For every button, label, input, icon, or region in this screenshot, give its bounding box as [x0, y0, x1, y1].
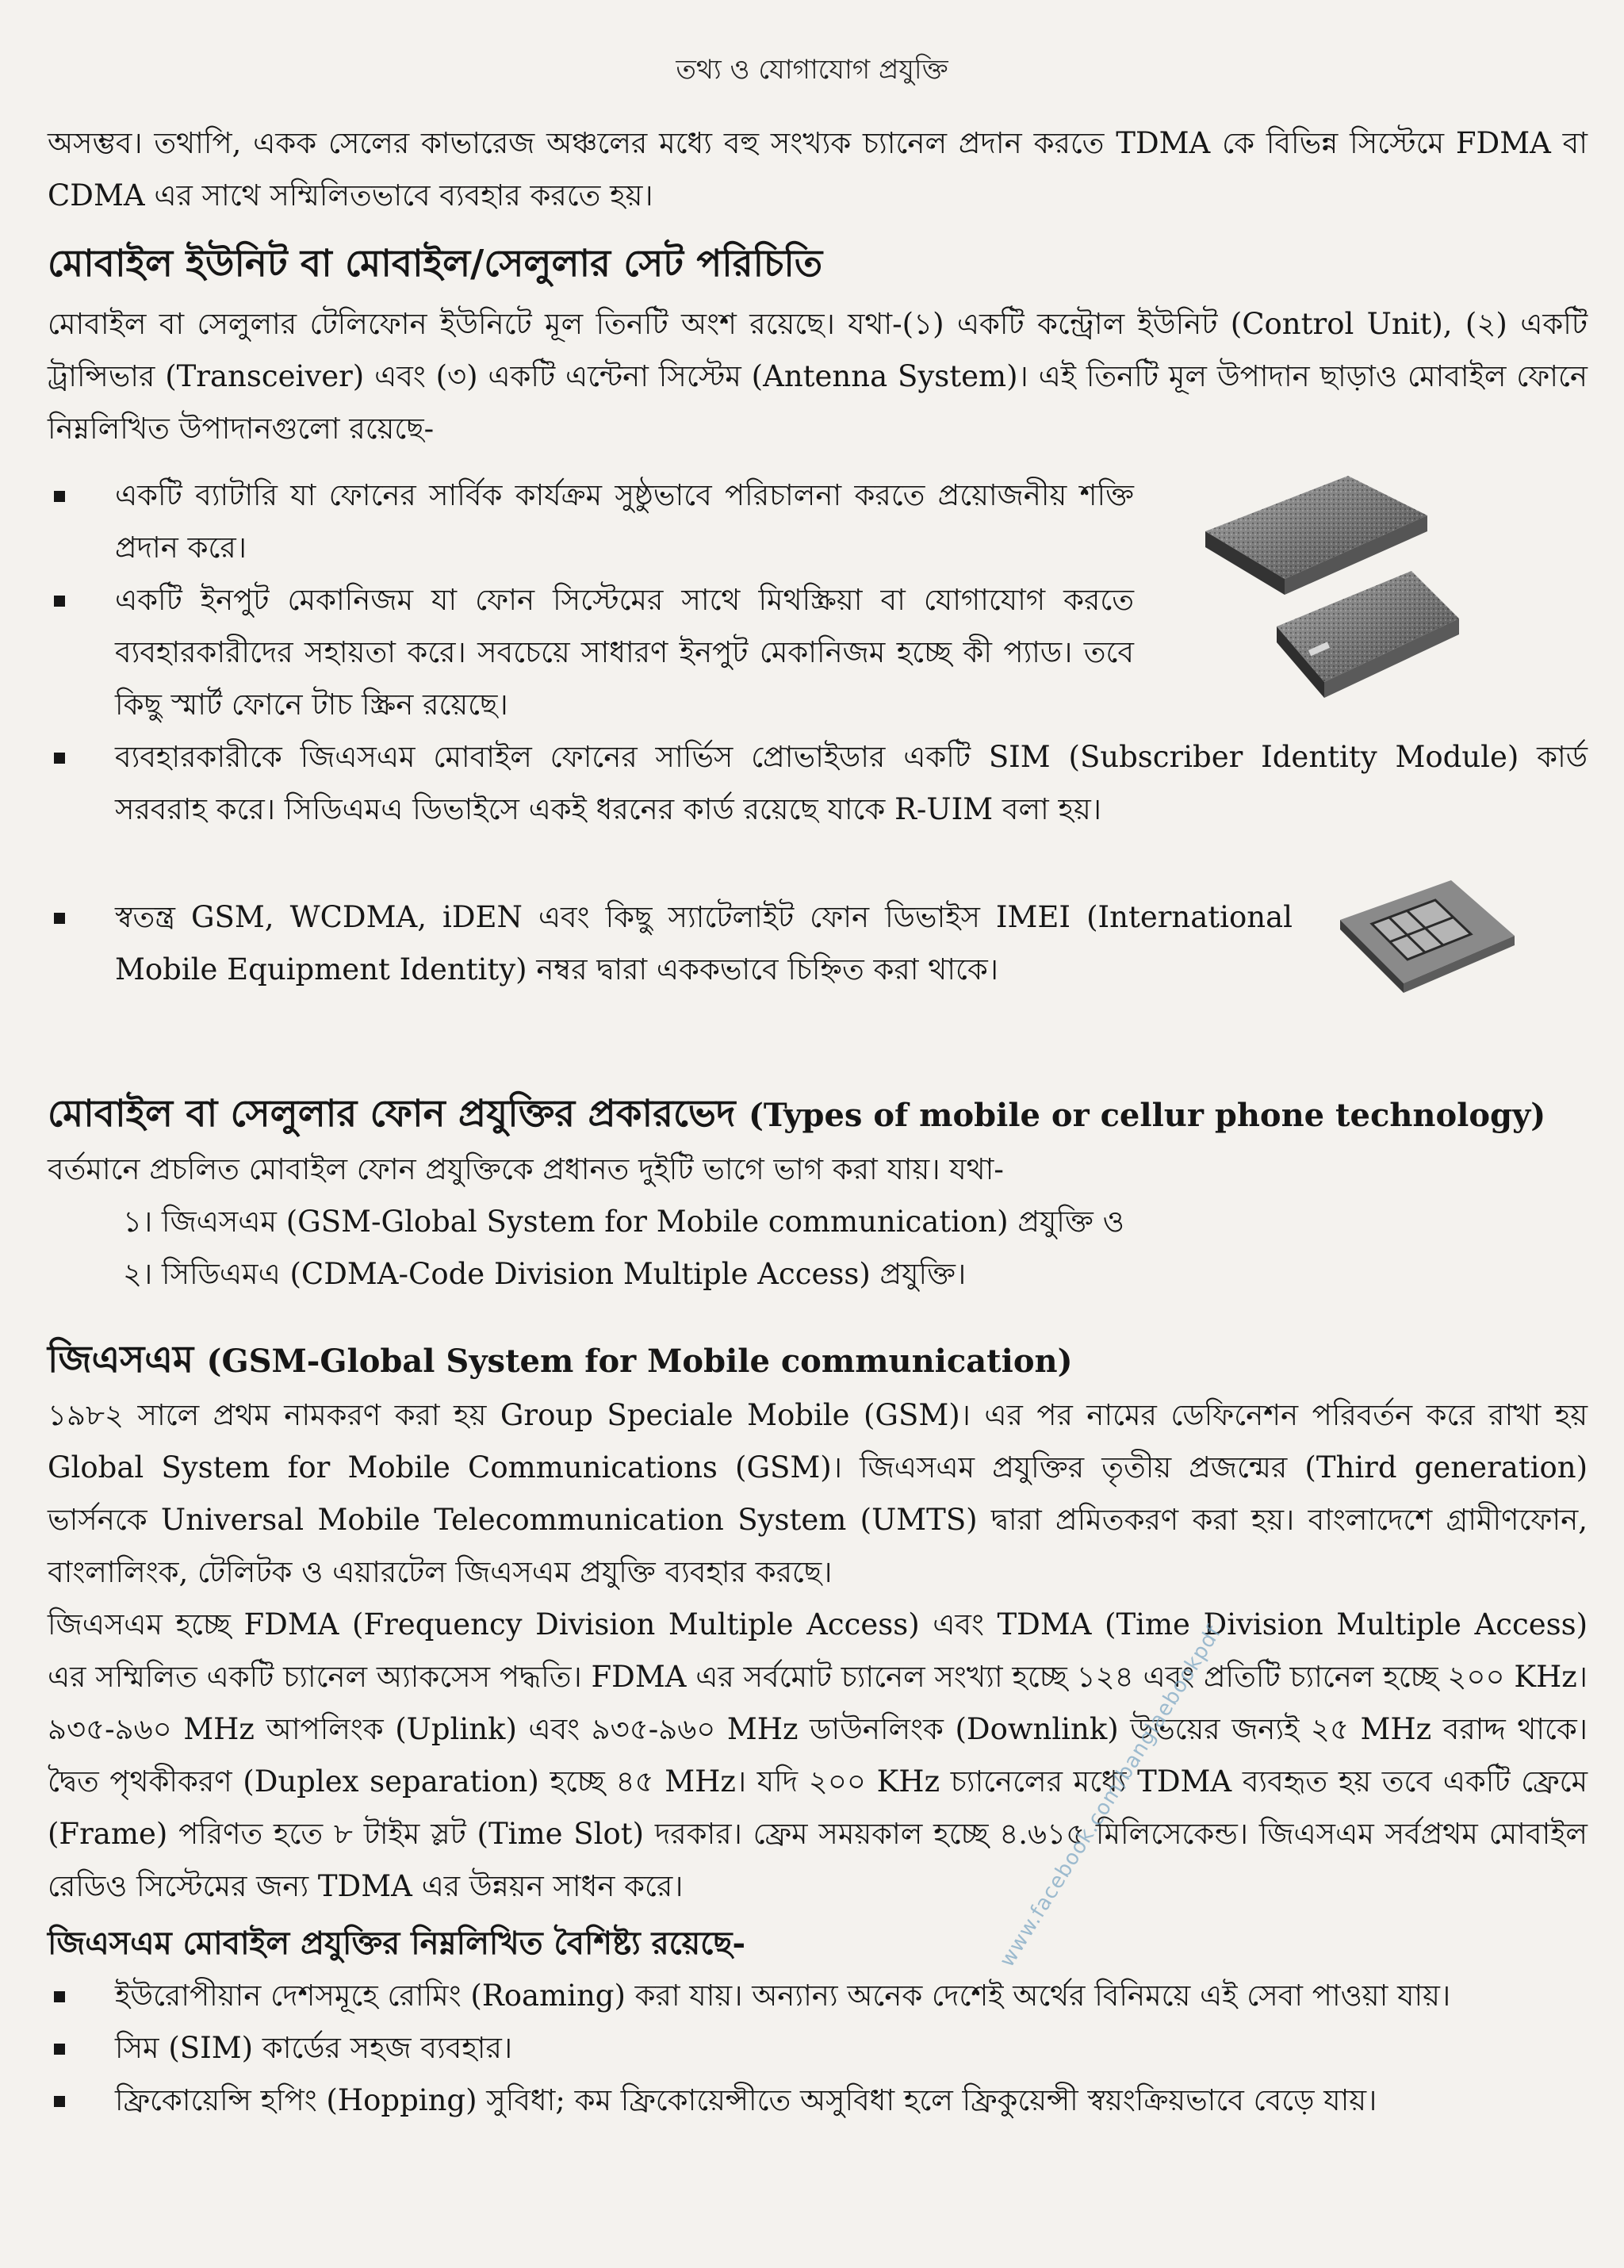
component-list-sim: [48, 731, 1588, 836]
section-gsm: [48, 1332, 1588, 2127]
types-heading-english: (Types of mobile or cellur phone technology): [748, 1097, 1546, 1134]
battery-front-icon: [1277, 571, 1459, 698]
section-types: [48, 1086, 1588, 1301]
types-item-cdma: ২। সিডিএমএ (CDMA-Code Division Multiple Access) প্রযুক্তি।: [123, 1257, 967, 1291]
sim-card-illustration: [1332, 872, 1522, 1007]
component-item-sim: ব্যবহারকারীকে জিএসএম মোবাইল ফোনের সার্ভিস প্রোভাইডার একটি SIM (Subscriber Identity Module) কার্ড সরবরাহ করে। সিডিএমএ ডিভাইসে একই ধরনের কার্ড রয়েছে যাকে R-UIM বলা হয়।: [48, 731, 1588, 836]
watermark: www.facebook.com/banglaebookpdf: [995, 1621, 1227, 1971]
component-list-top: [48, 469, 1134, 731]
battery-illustration: [1189, 460, 1459, 706]
intro-block: [48, 117, 1588, 222]
intro-paragraph: অসম্ভব। তথাপি, একক সেলের কাভারেজ অঞ্চলের মধ্যে বহু সংখ্যক চ্যানেল প্রদান করতে TDMA কে বিভিন্ন সিস্টেমে FDMA বা CDMA এর সাথে সম্মিলিতভাবে ব্যবহার করতে হয়।: [48, 126, 1588, 213]
gsm-paragraph-access: জিএসএম হচ্ছে FDMA (Frequency Division Multiple Access) এবং TDMA (Time Division Multiple Access) এর সম্মিলিত একটি চ্যানেল অ্যাকসেস পদ্ধতি। FDMA এর সর্বমোট চ্যানেল সংখ্যা হচ্ছে ১২৪ এবং প্রতিটি চ্যানেল হচ্ছে ২০০ KHz। ৯৩৫-৯৬০ MHz আপলিংক (Uplink) এবং ৯৩৫-৯৬০ MHz ডাউনলিংক (Downlink) উভয়ের জন্যই ২৫ MHz বরাদ্দ থাকে। দ্বৈত পৃথকীকরণ (Duplex separation) হচ্ছে ৪৫ MHz। যদি ২০০ KHz চ্যানেলের মধ্যে TDMA ব্যবহৃত হয় তবে একটি ফ্রেমে (Frame) পরিণত হতে ৮ টাইম স্লট (Time Slot) দরকার। ফ্রেম সময়কাল হচ্ছে ৪.৬১৫ মিলিসেকেন্ড। জিএসএম সর্বপ্রথম মোবাইল রেডিও সিস্টেমের জন্য TDMA এর উন্নয়ন সাধন করে।: [48, 1607, 1588, 1903]
section-mobile-unit: [48, 236, 1588, 455]
mobile-unit-paragraph: মোবাইল বা সেলুলার টেলিফোন ইউনিটে মূল তিনটি অংশ রয়েছে। যথা-(১) একটি কন্ট্রোল ইউনিট (Control Unit), (২) একটি ট্রান্সিভার (Transceiver) এবং (৩) একটি এন্টেনা সিস্টেম (Antenna System)। এই তিনটি মূল উপাদান ছাড়াও মোবাইল ফোনে নিম্নলিখিত উপাদানগুলো রয়েছে-: [48, 307, 1588, 446]
component-item-battery: একটি ব্যাটারি যা ফোনের সার্বিক কার্যক্রম সুষ্ঠুভাবে পরিচালনা করতে প্রয়োজনীয় শক্তি প্রদান করে।: [48, 469, 1134, 574]
battery-back-icon: [1205, 476, 1427, 595]
gsm-heading-english: (GSM-Global System for Mobile communication): [206, 1343, 1073, 1380]
section-heading-gsm: [48, 1332, 1588, 1389]
types-heading-bangla: মোবাইল বা সেলুলার ফোন প্রযুক্তির প্রকারভেদ: [48, 1092, 736, 1136]
sim-card-icon: [1340, 880, 1515, 993]
component-item-input: একটি ইনপুট মেকানিজম যা ফোন সিস্টেমের সাথে মিথস্ক্রিয়া বা যোগাযোগ করতে ব্যবহারকারীদের সহায়তা করে। সবচেয়ে সাধারণ ইনপুট মেকানিজম হচ্ছে কী প্যাড। তবে কিছু স্মার্ট ফোনে টাচ স্ক্রিন রয়েছে।: [48, 574, 1134, 731]
gsm-paragraph-history: ১৯৮২ সালে প্রথম নামকরণ করা হয় Group Speciale Mobile (GSM)। এর পর নামের ডেফিনেশন পরিবর্তন করে রাখা হয় Global System for Mobile Communications (GSM)। জিএসএম প্রযুক্তির তৃতীয় প্রজন্মের (Third generation) ভার্সনকে Universal Mobile Telecommunication System (UMTS) দ্বারা প্রমিতকরণ করা হয়। বাংলাদেশে গ্রামীণফোন, বাংলালিংক, টেলিটক ও এয়ারটেল জিএসএম প্রযুক্তি ব্যবহার করছে।: [48, 1398, 1588, 1589]
component-item-imei: স্বতন্ত্র GSM, WCDMA, iDEN এবং কিছু স্যাটেলাইট ফোন ডিভাইস IMEI (International Mobile Equipment Identity) নম্বর দ্বারা এককভাবে চিহ্নিত করা থাকে।: [48, 891, 1293, 996]
component-list-imei: [48, 891, 1293, 996]
gsm-heading-bangla: জিএসএম: [48, 1338, 194, 1381]
section-heading-types: [48, 1086, 1588, 1144]
running-header: তথ্য ও যোগাযোগ প্রযুক্তি: [676, 54, 948, 86]
section-heading-mobile-unit: মোবাইল ইউনিট বা মোবাইল/সেলুলার সেট পরিচিতি: [48, 242, 823, 285]
gsm-feature-roaming: ইউরোপীয়ান দেশসমূহে রোমিং (Roaming) করা যায়। অন্যান্য অনেক দেশেই অর্থের বিনিময়ে এই সেবা পাওয়া যায়।: [48, 1970, 1588, 2022]
gsm-feature-sim: সিম (SIM) কার্ডের সহজ ব্যবহার।: [48, 2022, 1588, 2075]
types-paragraph: বর্তমানে প্রচলিত মোবাইল ফোন প্রযুক্তিকে প্রধানত দুইটি ভাগে ভাগ করা যায়। যথা-: [48, 1152, 1004, 1186]
types-item-gsm: ১। জিএসএম (GSM-Global System for Mobile communication) প্রযুক্তি ও: [123, 1205, 1124, 1239]
gsm-feature-hopping: ফ্রিকোয়েন্সি হপিং (Hopping) সুবিধা; কম ফ্রিকোয়েন্সীতে অসুবিধা হলে ফ্রিকুয়েন্সী স্বয়ংক্রিয়ভাবে বেড়ে যায়।: [48, 2075, 1588, 2127]
gsm-features-heading: জিএসএম মোবাইল প্রযুক্তির নিম্নলিখিত বৈশিষ্ট্য রয়েছে-: [48, 1925, 746, 1962]
